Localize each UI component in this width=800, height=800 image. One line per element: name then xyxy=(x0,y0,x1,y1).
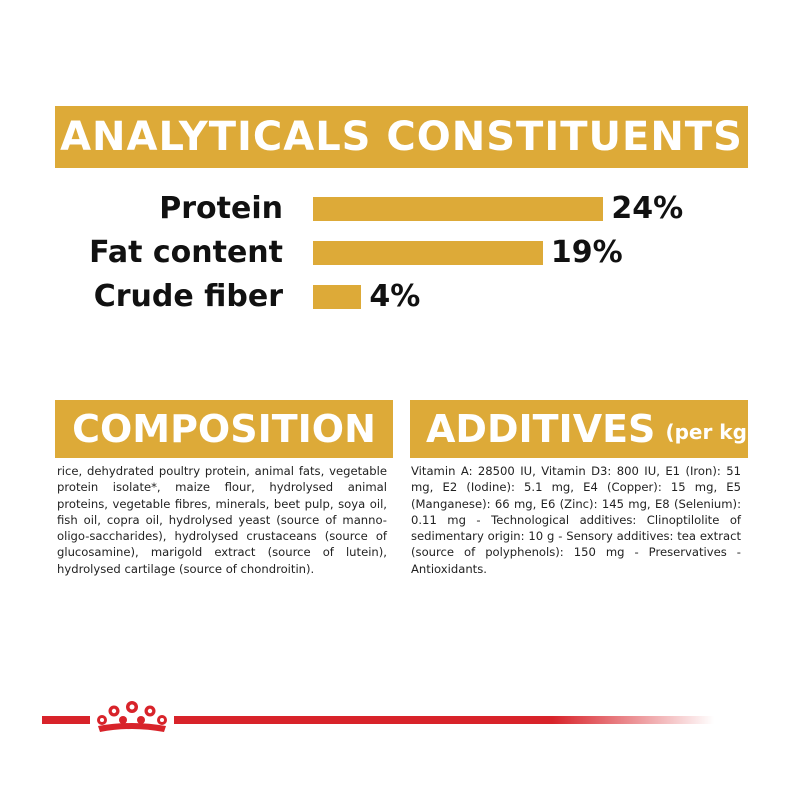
composition-title: COMPOSITION xyxy=(72,407,376,451)
footer-line-left xyxy=(42,716,90,724)
bar-row-crude-fiber xyxy=(0,274,800,318)
analyticals-header xyxy=(55,106,748,168)
bar-value: 24% xyxy=(611,190,684,226)
bar-fill xyxy=(313,285,361,309)
bar-row-protein xyxy=(0,186,800,230)
composition-text: rice, dehydrated poultry protein, animal fats, vegetable protein isolate*, maize flour, hydrolysed animal proteins, vegetable fibres, minerals, beet pulp, soya oil, fish oil, copra oil, hydrolysed yeast (source of manno-oligo-saccharides), hydrolysed crustaceans (source of glucosamine), marigold extract (source of lutein), hydrolysed cartilage (source of chondroitin). xyxy=(57,464,387,576)
analyticals-title: ANALYTICALS CONSTITUENTS xyxy=(60,114,743,160)
bar-value: 19% xyxy=(550,234,623,270)
bar-row-fat-content xyxy=(0,230,800,274)
additives-title-suffix: (per kg) xyxy=(665,420,757,444)
bar-label: Protein xyxy=(159,190,283,226)
bar-fill xyxy=(313,197,603,221)
bar-value: 4% xyxy=(369,278,421,314)
crown-logo-icon xyxy=(90,698,174,740)
footer-line-right xyxy=(174,716,714,724)
composition-header xyxy=(55,400,393,458)
bar-label: Fat content xyxy=(89,234,283,270)
additives-text: Vitamin A: 28500 IU, Vitamin D3: 800 IU, E1 (Iron): 51 mg, E2 (Iodine): 5.1 mg, E4 (Copper): 15 mg, E5 (Manganese): 66 mg, E6 (Zinc): 145 mg, E8 (Selenium): 0.11 mg - Technological additives: Clinoptilolite of sedimentary origin: 10 g - Sensory additives: tea extract (source of polyphenols): 150 mg - Preservatives - Antioxidants. xyxy=(411,464,741,576)
additives-header xyxy=(410,400,757,458)
bar-label: Crude fiber xyxy=(93,278,283,314)
analyticals-bars xyxy=(0,180,800,330)
additives-title: ADDITIVES xyxy=(426,407,656,451)
bar-fill xyxy=(313,241,543,265)
